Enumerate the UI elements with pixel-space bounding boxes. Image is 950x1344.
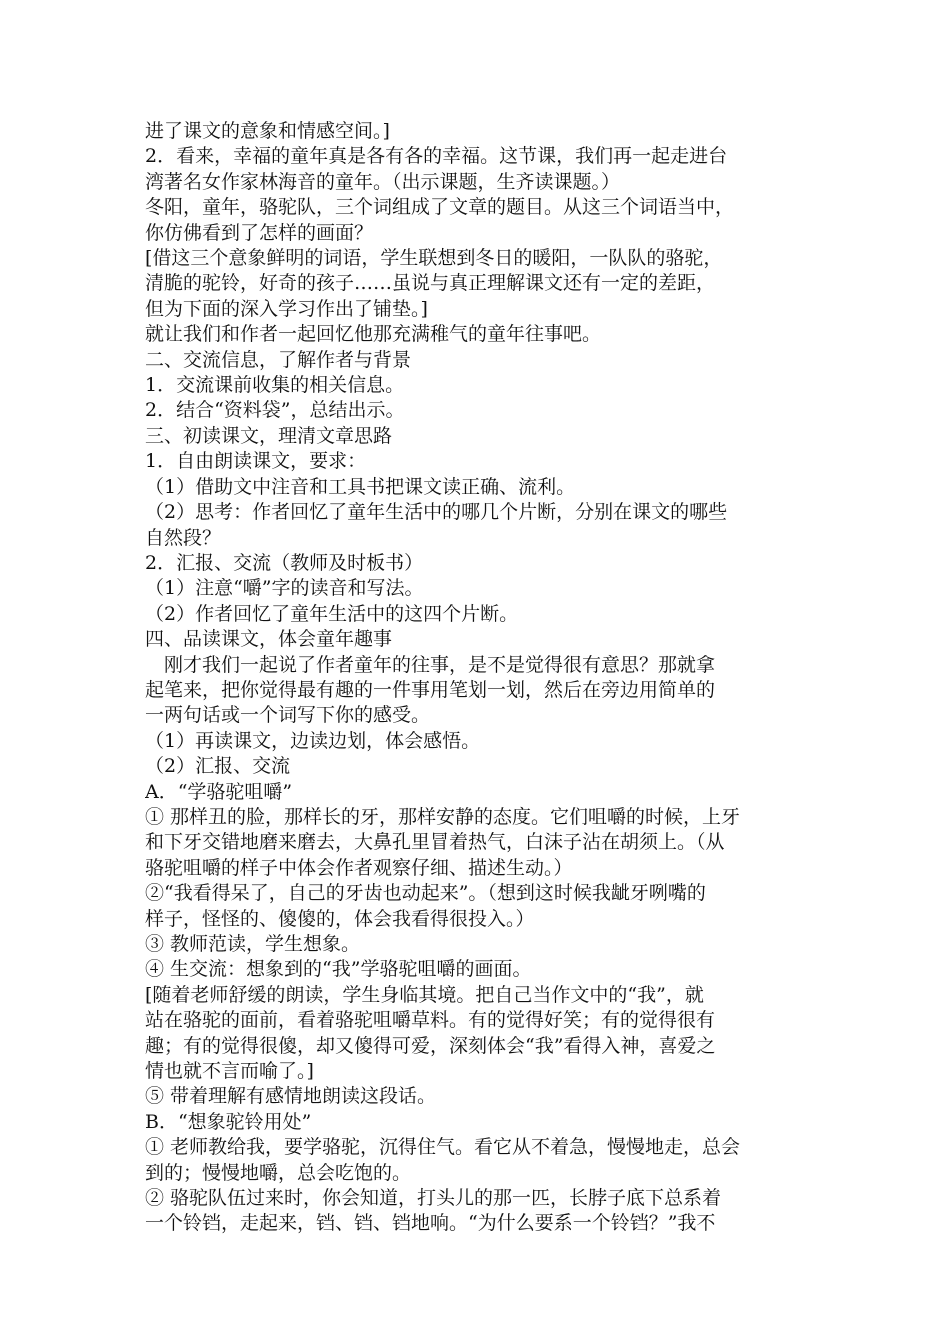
text-line: 起笔来，把你觉得最有趣的一件事用笔划一划，然后在旁边用简单的 <box>145 678 716 701</box>
text-line: 你仿佛看到了怎样的画面？ <box>145 221 374 244</box>
text-line: 2．结合“资料袋”，总结出示。 <box>145 399 405 422</box>
text-line: 1．自由朗读课文，要求： <box>145 450 367 473</box>
text-line: 四、品读课文，体会童年趣事 <box>145 628 393 651</box>
text-line: 站在骆驼的面前，看着骆驼咀嚼草料。有的觉得好笑；有的觉得很有 <box>145 1009 716 1032</box>
text-line: 2．汇报、交流（教师及时板书） <box>145 551 424 574</box>
text-line: 湾著名女作家林海音的童年。（出示课题，生齐读课题。） <box>145 170 621 193</box>
text-line: （2）思考：作者回忆了童年生活中的哪几个片断，分别在课文的哪些 <box>145 501 728 524</box>
text-line: ④ 生交流：想象到的“我”学骆驼咀嚼的画面。 <box>145 958 532 981</box>
text-line: 进了课文的意象和情感空间。] <box>145 120 390 142</box>
text-line: 情也就不言而喻了。] <box>145 1060 314 1083</box>
document-page <box>145 119 810 1237</box>
text-line: 一两句话或一个词写下你的感受。 <box>145 704 431 727</box>
text-line: 样子，怪怪的、傻傻的，体会我看得很投入。） <box>145 907 535 930</box>
text-line: （1）注意“嚼”字的读音和写法。 <box>145 577 424 600</box>
text-line: 三、初读课文，理清文章思路 <box>145 424 393 447</box>
text-line: ③ 教师范读，学生想象。 <box>145 933 361 955</box>
text-line: 2．看来，幸福的童年真是各有各的幸福。这节课，我们再一起走进台 <box>145 145 728 168</box>
text-line: ② 骆驼队伍过来时，你会知道，打头儿的那一匹，长脖子底下总系着 <box>145 1187 722 1210</box>
text-line: ① 老师教给我，要学骆驼，沉得住气。看它从不着急，慢慢地走，总会 <box>145 1136 741 1159</box>
text-line: A．“学骆驼咀嚼” <box>145 780 293 803</box>
text-line: ②“我看得呆了，自己的牙齿也动起来”。（想到这时候我龇牙咧嘴的 <box>145 882 706 905</box>
text-line: [随着老师舒缓的朗读，学生身临其境。把自己当作文中的“我”，就 <box>145 983 704 1006</box>
text-line: 但为下面的深入学习作出了铺垫。] <box>145 297 428 320</box>
text-line: （2）汇报、交流 <box>145 755 291 778</box>
text-line: ⑤ 带着理解有感情地朗读这段话。 <box>145 1085 437 1108</box>
text-line: B．“想象驼铃用处” <box>145 1110 312 1133</box>
text-line: （2）作者回忆了童年生活中的这四个片断。 <box>145 602 519 625</box>
text-line: 趣；有的觉得很傻，却又傻得可爱，深刻体会“我”看得入神，喜爱之 <box>145 1034 716 1057</box>
text-line: 冬阳，童年，骆驼队，三个词组成了文章的题目。从这三个词语当中， <box>145 196 735 219</box>
text-line: ① 那样丑的脸，那样长的牙，那样安静的态度。它们咀嚼的时候，上牙 <box>145 805 741 828</box>
text-line: 骆驼咀嚼的样子中体会作者观察仔细、描述生动。） <box>145 856 573 879</box>
text-line: 自然段？ <box>145 526 222 549</box>
text-line: 和下牙交错地磨来磨去，大鼻孔里冒着热气，白沫子沾在胡须上。（从 <box>145 831 725 854</box>
text-line: 一个铃铛，走起来，铛、铛、铛地响。“为什么要系一个铃铛？”我不 <box>145 1212 716 1235</box>
text-line: （1）再读课文，边读边划，体会感悟。 <box>145 729 481 752</box>
text-line: 1．交流课前收集的相关信息。 <box>145 374 405 397</box>
text-line: 到的；慢慢地嚼，总会吃饱的。 <box>145 1161 412 1184</box>
text-line: 二、交流信息，了解作者与背景 <box>145 348 412 371</box>
text-line: 刚才我们一起说了作者童年的往事，是不是觉得很有意思？那就拿 <box>145 653 716 676</box>
text-line: [借这三个意象鲜明的词语，学生联想到冬日的暖阳，一队队的骆驼， <box>145 247 723 270</box>
text-line: 就让我们和作者一起回忆他那充满稚气的童年往事吧。 <box>145 323 602 346</box>
text-line: （1）借助文中注音和工具书把课文读正确、流利。 <box>145 475 576 498</box>
text-line: 清脆的驼铃，好奇的孩子……虽说与真正理解课文还有一定的差距， <box>145 272 716 295</box>
